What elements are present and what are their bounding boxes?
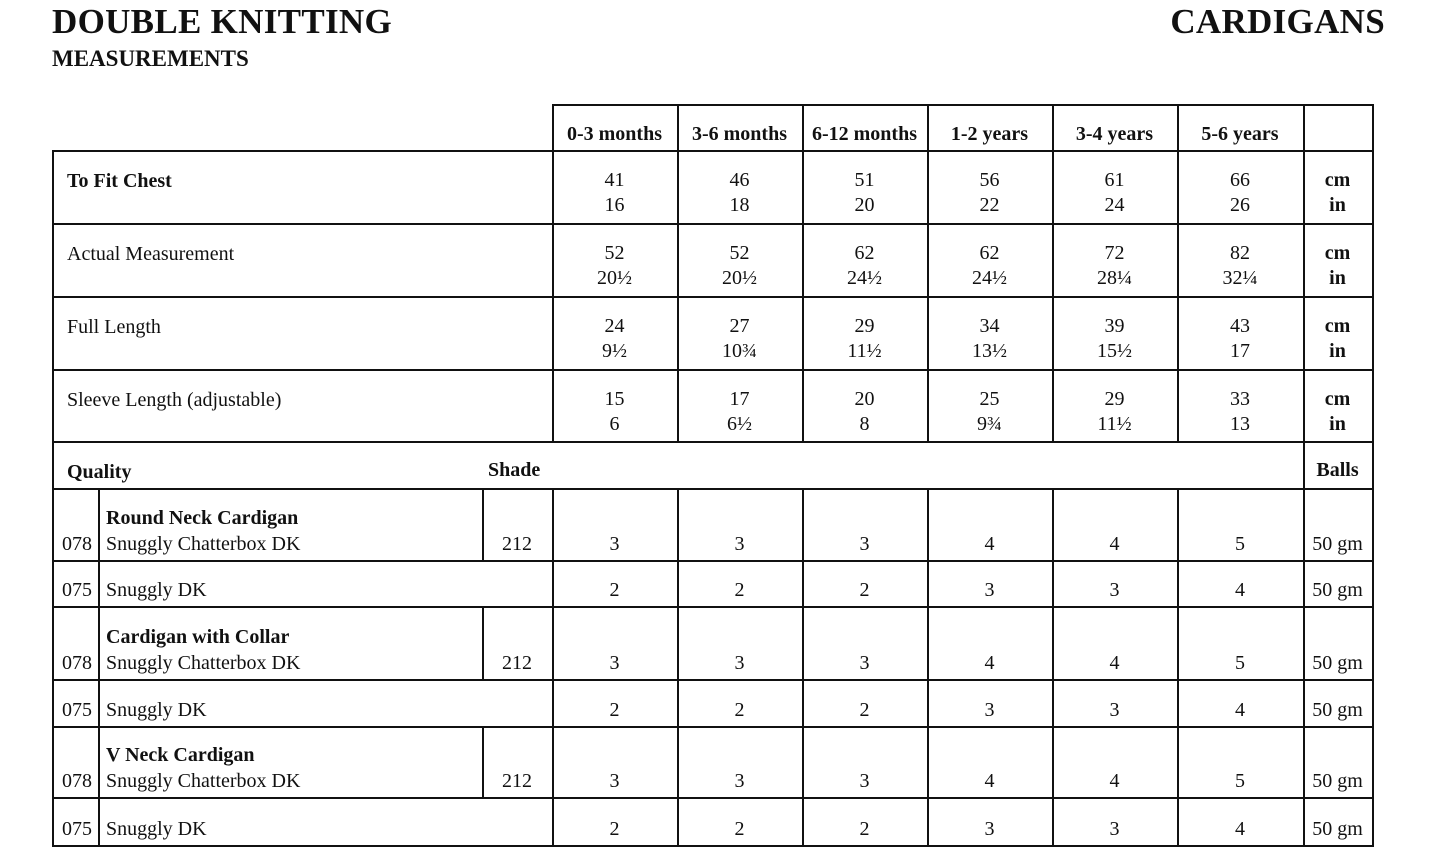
measurement-cm-value: 15 — [604, 388, 625, 410]
balls-count: 3 — [1109, 818, 1120, 840]
measurement-in-value: 15½ — [1097, 340, 1132, 362]
balls-count: 5 — [1235, 652, 1245, 674]
quality-code: 078 — [62, 770, 92, 792]
rule-horizontal — [52, 150, 1374, 152]
rule-vertical — [482, 726, 484, 799]
balls-count: 3 — [984, 818, 995, 840]
rule-vertical — [52, 606, 54, 681]
rule-vertical — [52, 369, 54, 443]
balls-count: 2 — [859, 579, 870, 601]
balls-count: 3 — [859, 652, 870, 674]
balls-count: 3 — [984, 579, 995, 601]
quality-header: Quality — [67, 461, 132, 483]
balls-count: 4 — [1235, 699, 1245, 721]
measurement-cm-value: 61 — [1104, 169, 1125, 191]
measurement-in-value: 10¾ — [722, 340, 757, 362]
measurement-cm-value: 82 — [1230, 242, 1250, 264]
balls-count: 3 — [609, 652, 620, 674]
measurement-in-value: 26 — [1230, 194, 1250, 216]
measurement-cm-value: 52 — [604, 242, 625, 264]
measurement-cm-value: 62 — [979, 242, 1000, 264]
measurement-cm-value: 41 — [604, 169, 625, 191]
rule-vertical — [482, 488, 484, 562]
rule-horizontal — [52, 679, 1374, 681]
measurement-label: Full Length — [67, 316, 161, 338]
rule-horizontal — [52, 441, 1374, 443]
design-name: Cardigan with Collar — [106, 626, 290, 648]
shade-number: 212 — [502, 770, 532, 792]
balls-count: 4 — [1235, 818, 1245, 840]
balls-count: 4 — [984, 533, 995, 555]
measurement-in-value: 13½ — [972, 340, 1007, 362]
balls-count: 3 — [734, 533, 745, 555]
unit-cm-label: cm — [1324, 315, 1351, 337]
measurement-label: To Fit Chest — [67, 170, 172, 192]
shade-number: 212 — [502, 533, 532, 555]
unit-cm-label: cm — [1324, 169, 1351, 191]
balls-count: 3 — [859, 533, 870, 555]
balls-count: 4 — [1109, 652, 1120, 674]
balls-count: 3 — [734, 652, 745, 674]
balls-count: 3 — [984, 699, 995, 721]
rule-vertical — [52, 150, 54, 225]
rule-vertical — [1372, 488, 1374, 562]
measurement-in-value: 20½ — [597, 267, 632, 289]
unit-in-label: in — [1329, 267, 1346, 289]
ball-weight: 50 gm — [1312, 533, 1363, 555]
rule-vertical — [52, 797, 54, 847]
measurement-in-value: 11½ — [1097, 413, 1132, 435]
shade-header: Shade — [488, 459, 541, 481]
rule-vertical — [1372, 441, 1374, 490]
measurement-cm-value: 62 — [854, 242, 875, 264]
measurement-cm-value: 52 — [729, 242, 750, 264]
balls-count: 4 — [1109, 770, 1120, 792]
shade-number: 212 — [502, 652, 532, 674]
yarn-name: Snuggly DK — [106, 699, 207, 721]
rule-vertical — [1372, 150, 1374, 225]
balls-count: 5 — [1235, 770, 1245, 792]
quality-code: 078 — [62, 652, 92, 674]
design-name: V Neck Cardigan — [106, 744, 255, 766]
measurement-cm-value: 39 — [1104, 315, 1125, 337]
size-header: 1-2 years — [950, 123, 1029, 145]
rule-vertical — [482, 606, 484, 681]
measurement-cm-value: 29 — [854, 315, 875, 337]
rule-vertical — [98, 560, 100, 608]
rule-vertical — [1372, 679, 1374, 728]
measurement-in-value: 24½ — [847, 267, 882, 289]
document-title: DOUBLE KNITTING — [52, 2, 392, 41]
ball-weight: 50 gm — [1312, 818, 1363, 840]
measurement-cm-value: 43 — [1230, 315, 1250, 337]
yarn-name: Snuggly DK — [106, 818, 207, 840]
rule-vertical — [98, 797, 100, 847]
measurement-cm-value: 66 — [1230, 169, 1250, 191]
measurement-cm-value: 34 — [979, 315, 1000, 337]
quality-code: 075 — [62, 818, 92, 840]
balls-count: 2 — [734, 818, 745, 840]
rule-vertical — [52, 726, 54, 799]
quality-code: 078 — [62, 533, 92, 555]
document-subtitle: MEASUREMENTS — [52, 46, 249, 71]
rule-horizontal — [52, 726, 1374, 728]
measurement-cm-value: 29 — [1104, 388, 1125, 410]
measurement-in-value: 8 — [859, 413, 870, 435]
rule-vertical — [1372, 797, 1374, 847]
balls-count: 4 — [984, 652, 995, 674]
rule-horizontal — [52, 560, 1374, 562]
quality-code: 075 — [62, 579, 92, 601]
measurement-in-value: 13 — [1230, 413, 1250, 435]
balls-count: 2 — [734, 699, 745, 721]
measurement-cm-value: 20 — [854, 388, 875, 410]
quality-code: 075 — [62, 699, 92, 721]
unit-in-label: in — [1329, 340, 1346, 362]
measurement-in-value: 11½ — [847, 340, 882, 362]
balls-count: 3 — [859, 770, 870, 792]
rule-vertical — [1372, 369, 1374, 443]
rule-vertical — [52, 441, 54, 490]
balls-count: 2 — [734, 579, 745, 601]
rule-vertical — [52, 560, 54, 608]
measurement-label: Sleeve Length (adjustable) — [67, 389, 282, 411]
measurement-label: Actual Measurement — [67, 243, 235, 265]
unit-cm-label: cm — [1324, 388, 1351, 410]
measurement-in-value: 20½ — [722, 267, 757, 289]
measurement-in-value: 9½ — [602, 340, 627, 362]
rule-vertical — [1372, 726, 1374, 799]
rule-horizontal — [52, 797, 1374, 799]
rule-vertical — [98, 726, 100, 799]
measurement-cm-value: 72 — [1104, 242, 1125, 264]
measurement-cm-value: 27 — [729, 315, 750, 337]
rule-horizontal — [52, 488, 1374, 490]
rule-vertical — [98, 606, 100, 681]
rule-vertical — [1372, 606, 1374, 681]
rule-vertical — [52, 679, 54, 728]
measurement-cm-value: 51 — [854, 169, 875, 191]
measurement-in-value: 6 — [609, 413, 620, 435]
yarn-name: Snuggly Chatterbox DK — [106, 770, 301, 792]
rule-vertical — [52, 296, 54, 371]
balls-count: 4 — [1109, 533, 1120, 555]
ball-weight: 50 gm — [1312, 652, 1363, 674]
balls-count: 2 — [609, 818, 620, 840]
rule-horizontal — [52, 369, 1374, 371]
rule-vertical — [1372, 223, 1374, 298]
balls-count: 3 — [1109, 579, 1120, 601]
measurement-cm-value: 46 — [729, 169, 750, 191]
size-header: 0-3 months — [566, 123, 662, 145]
balls-count: 2 — [859, 699, 870, 721]
yarn-name: Snuggly Chatterbox DK — [106, 533, 301, 555]
measurement-in-value: 24 — [1104, 194, 1125, 216]
balls-count: 3 — [609, 770, 620, 792]
unit-cm-label: cm — [1324, 242, 1351, 264]
balls-count: 4 — [1235, 579, 1245, 601]
measurement-in-value: 6½ — [727, 413, 752, 435]
unit-in-label: in — [1329, 413, 1346, 435]
rule-vertical — [52, 488, 54, 562]
balls-count: 2 — [609, 699, 620, 721]
measurement-in-value: 22 — [979, 194, 1000, 216]
ball-weight: 50 gm — [1312, 699, 1363, 721]
balls-count: 3 — [1109, 699, 1120, 721]
size-header: 3-4 years — [1075, 123, 1154, 145]
rule-vertical — [52, 223, 54, 298]
rule-vertical — [1372, 104, 1374, 152]
rule-horizontal — [552, 104, 1374, 106]
balls-count: 5 — [1235, 533, 1245, 555]
measurement-in-value: 9¾ — [977, 413, 1002, 435]
measurement-cm-value: 33 — [1230, 388, 1250, 410]
yarn-name: Snuggly DK — [106, 579, 207, 601]
balls-header: Balls — [1316, 459, 1359, 481]
size-header: 6-12 months — [811, 123, 917, 145]
balls-count: 3 — [734, 770, 745, 792]
category-title: CARDIGANS — [1170, 2, 1385, 41]
measurement-cm-value: 24 — [604, 315, 625, 337]
measurement-in-value: 17 — [1230, 340, 1250, 362]
rule-horizontal — [52, 845, 1374, 847]
ball-weight: 50 gm — [1312, 770, 1363, 792]
measurement-in-value: 24½ — [972, 267, 1007, 289]
rule-vertical — [1372, 296, 1374, 371]
measurement-cm-value: 25 — [979, 388, 1000, 410]
size-header: 3-6 months — [691, 123, 787, 145]
measurement-cm-value: 17 — [729, 388, 750, 410]
balls-count: 2 — [609, 579, 620, 601]
rule-vertical — [98, 488, 100, 562]
design-name: Round Neck Cardigan — [106, 507, 299, 529]
measurement-cm-value: 56 — [979, 169, 1000, 191]
unit-in-label: in — [1329, 194, 1346, 216]
measurement-in-value: 28¼ — [1097, 267, 1132, 289]
balls-count: 2 — [859, 818, 870, 840]
measurement-in-value: 20 — [854, 194, 875, 216]
rule-horizontal — [52, 223, 1374, 225]
balls-count: 3 — [609, 533, 620, 555]
measurement-in-value: 32¼ — [1222, 267, 1258, 289]
rule-vertical — [98, 679, 100, 728]
balls-count: 4 — [984, 770, 995, 792]
rule-horizontal — [52, 606, 1374, 608]
yarn-name: Snuggly Chatterbox DK — [106, 652, 301, 674]
measurement-in-value: 16 — [604, 194, 625, 216]
size-header: 5-6 years — [1201, 123, 1279, 145]
ball-weight: 50 gm — [1312, 579, 1363, 601]
rule-vertical — [1372, 560, 1374, 608]
measurement-in-value: 18 — [729, 194, 750, 216]
rule-horizontal — [52, 296, 1374, 298]
rule-vertical — [1303, 104, 1305, 152]
